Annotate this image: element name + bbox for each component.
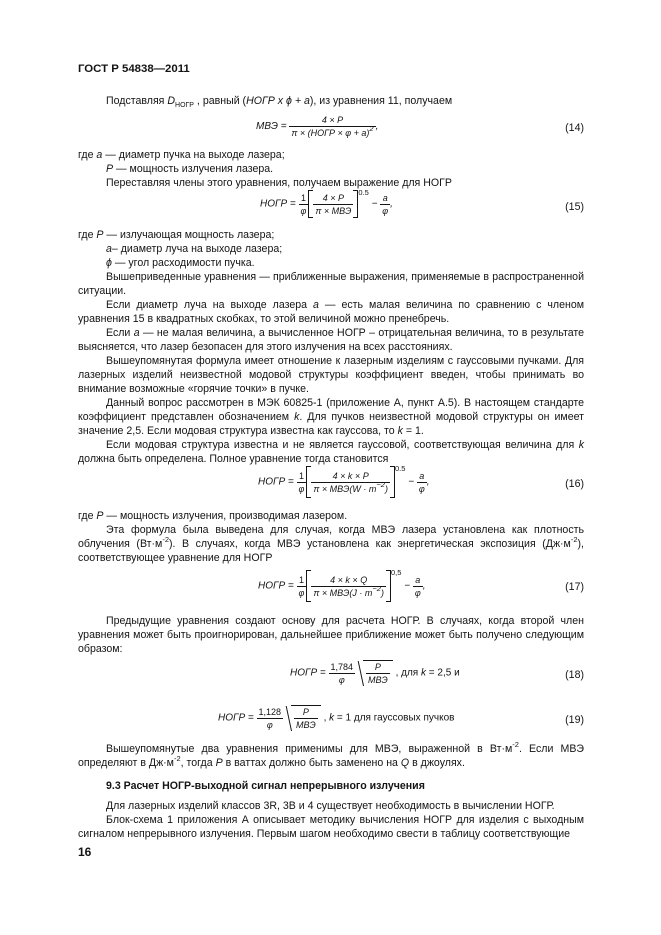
paragraph-irradiance: Эта формула была выведена для случая, когда МВЭ лазера установлена как плотность облучения $(Вт\cdot м^{-2})$. В случаях, когда МВЭ установлена как энергетическая экспозиция $(Дж\cdot м^{-2})$, соответствующее уравнение для НОГР	[78, 524, 584, 565]
equation-15: НОГР = $\frac{1}{\varphi}$ $\frac{4 \times Р}{\text{π × МВЭ}}$ $^{0.5}$ − $\frac{а}{\varphi}$ ,	[260, 190, 393, 218]
paragraph-basis: Предыдущие уравнения создают основу для расчета НОГР. В случаях, когда второй член уравнения может быть проигнорирован, дальнейшее приближение может быть получено следующим образом:	[78, 615, 584, 656]
where2-line-phi: ϕ — угол расходимости пучка.	[106, 257, 255, 269]
paragraph-iec: Данный вопрос рассмотрен в МЭК 60825-1 (приложение А, пункт А.5). В настоящем стандарте коэффициент представлен обозначением k. Для пучков неизвестной модовой структуры он имеет значение 2,5. Если модовая структура известна как гауссова, то k = 1.	[78, 397, 584, 438]
where-line-a: где а — диаметр пучка на выходе лазера;	[78, 149, 285, 161]
equation-number-14: (14)	[565, 122, 584, 134]
section-heading-9-3: 9.3 Расчет НОГР-выходной сигнал непрерывного излучения	[106, 780, 425, 792]
where2-line-p: где Р — излучающая мощность лазера;	[78, 229, 275, 241]
equation-16: НОГР = $\frac{1}{\varphi}$ $\frac{4 \times k \times P}{\pi \times МВЭ(W \cdot m^{-2})}$ $^{0.5}$ − $\frac{a}{\varphi}$ ,	[258, 466, 429, 498]
paragraph-flowchart: Блок-схема 1 приложения А описывает методику вычисления НОГР для изделия с выходным сигналом непрерывного излучения. Первым шагом необходимо свести в таблицу соответствующие	[78, 814, 584, 841]
page-number: 16	[78, 845, 92, 859]
paragraph-classes: Для лазерных изделий классов 3R, 3В и 4 существует необходимость в вычислении НОГР.	[106, 800, 555, 812]
equation-19: НОГР = $\frac{1,128}{\varphi}$ $\frac{P}{\text{МВЭ}}$ , k = 1 для гауссовых пучков	[218, 706, 455, 730]
paragraph-not-small: Если а — не малая величина, а вычисленное НОГР – отрицательная величина, то в результате выясняется, что лазер безопасен для этого излучения на всех расстояниях.	[78, 327, 584, 354]
equation-number-19: (19)	[565, 714, 584, 726]
equation-number-15: (15)	[565, 201, 584, 213]
equation-14: МВЭ = $\frac{4 \times Р}{\pi \times (НОГР \times \varphi + а)^2}$ ,	[256, 115, 379, 138]
where3-line: где Р — мощность излучения, производимая лазером.	[78, 510, 348, 522]
rearrange-line: Переставляя члены этого уравнения, получаем выражение для НОГР	[106, 177, 452, 189]
where2-line-a: а– диаметр луча на выходе лазера;	[106, 243, 283, 255]
equation-18: НОГР = $\frac{1,784}{\varphi}$ $\frac{P}{\text{МВЭ}}$ , для k = 2,5 и	[290, 661, 460, 685]
equation-number-18: (18)	[565, 669, 584, 681]
paragraph-non-gaussian: Если модовая структура известна и не является гауссовой, соответствующая величина для k должна быть определена. Полное уравнение тогда становится	[78, 439, 584, 466]
paragraph-substitution: Подставляя $D_{НОГР}$ , равный (НОГР х ϕ + а), из уравнения 11, получаем	[106, 95, 453, 109]
equation-number-16: (16)	[565, 478, 584, 490]
paragraph-approximate: Вышеприведенные уравнения — приближенные выражения, применяемые в распространенной ситуации.	[78, 271, 584, 298]
where-line-p: Р — мощность излучения лазера.	[106, 163, 274, 175]
paragraph-units: Вышеупомянутые два уравнения применимы для МВЭ, выраженной в $Вт\cdot м^{-2}$. Если МВЭ определяют в $Дж\cdot м^{-2}$, тогда Р в ваттах должно быть заменено на Q в джоулях.	[78, 740, 584, 770]
document-header: ГОСТ Р 54838—2011	[78, 63, 190, 75]
equation-17: НОГР = $\frac{1}{\varphi}$ $\frac{4 \times k \times Q}{\pi \times МВЭ(J \cdot m^{-2})}$ $^{0,5}$ − $\frac{a}{\varphi}$ ,	[258, 570, 425, 602]
paragraph-gaussian: Вышеупомянутая формула имеет отношение к лазерным изделиям с гауссовыми пучками. Для лазерных изделий неизвестной модовой структуры коэффициент введен, чтобы принимать во внимание возможные «горячие точки» в пучке.	[78, 355, 584, 396]
equation-number-17: (17)	[565, 581, 584, 593]
paragraph-small-diameter: Если диаметр луча на выходе лазера а — есть малая величина по сравнению с членом уравнения 15 в квадратных скобках, то этой величиной можно пренебречь.	[78, 299, 584, 326]
